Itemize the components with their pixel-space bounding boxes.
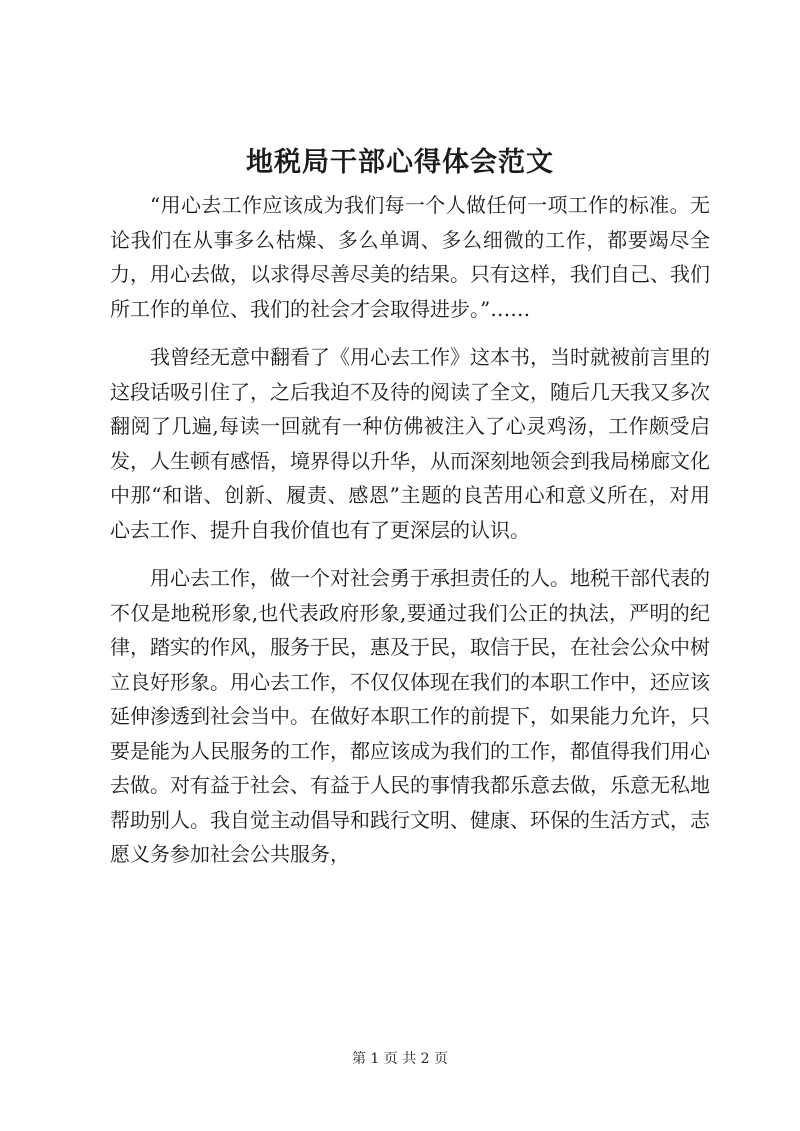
paragraph-3: 用心去工作，做一个对社会勇于承担责任的人。地税干部代表的不仅是地税形象,也代表政府形象,要通过我们公正的执法，严明的纪律，踏实的作风，服务于民，惠及于民，取信于民，在社会公众中树立良好形象。用心去工作，不仅仅体现在我们的本职工作中，还应该延伸渗透到社会当中。在做好本职工作的前提下，如果能力允许，只要是能为人民服务的工作，都应该成为我们的工作，都值得我们用心去做。对有益于社会、有益于人民的事情我都乐意去做，乐意无私地帮助别人。我自觉主动倡导和践行文明、健康、环保的生活方式，志愿义务参加社会公共服务，	[110, 566, 710, 866]
paragraph-2: 我曾经无意中翻看了《用心去工作》这本书，当时就被前言里的这段话吸引住了，之后我迫不及待的阅读了全文，随后几天我又多次翻阅了几遍,每读一回就有一种仿佛被注入了心灵鸡汤，工作颇受启发，人生顿有感悟，境界得以升华，从而深刻地领会到我局梯廊文化中那“和谐、创新、履责、感恩”主题的良苦用心和意义所在，对用心去工作、提升自我价值也有了更深层的认识。	[110, 345, 710, 542]
document-body	[110, 188, 710, 872]
paragraph-1: “用心去工作应该成为我们每一个人做任何一项工作的标准。无论我们在从事多么枯燥、多么单调、多么细微的工作，都要竭尽全力，用心去做，以求得尽善尽美的结果。只有这样，我们自己、我们所工作的单位、我们的社会才会取得进步。”……	[110, 193, 710, 321]
page-number-footer: 第 1 页 共 2 页	[351, 1051, 449, 1067]
document-title: 地税局干部心得体会范文	[246, 147, 554, 178]
